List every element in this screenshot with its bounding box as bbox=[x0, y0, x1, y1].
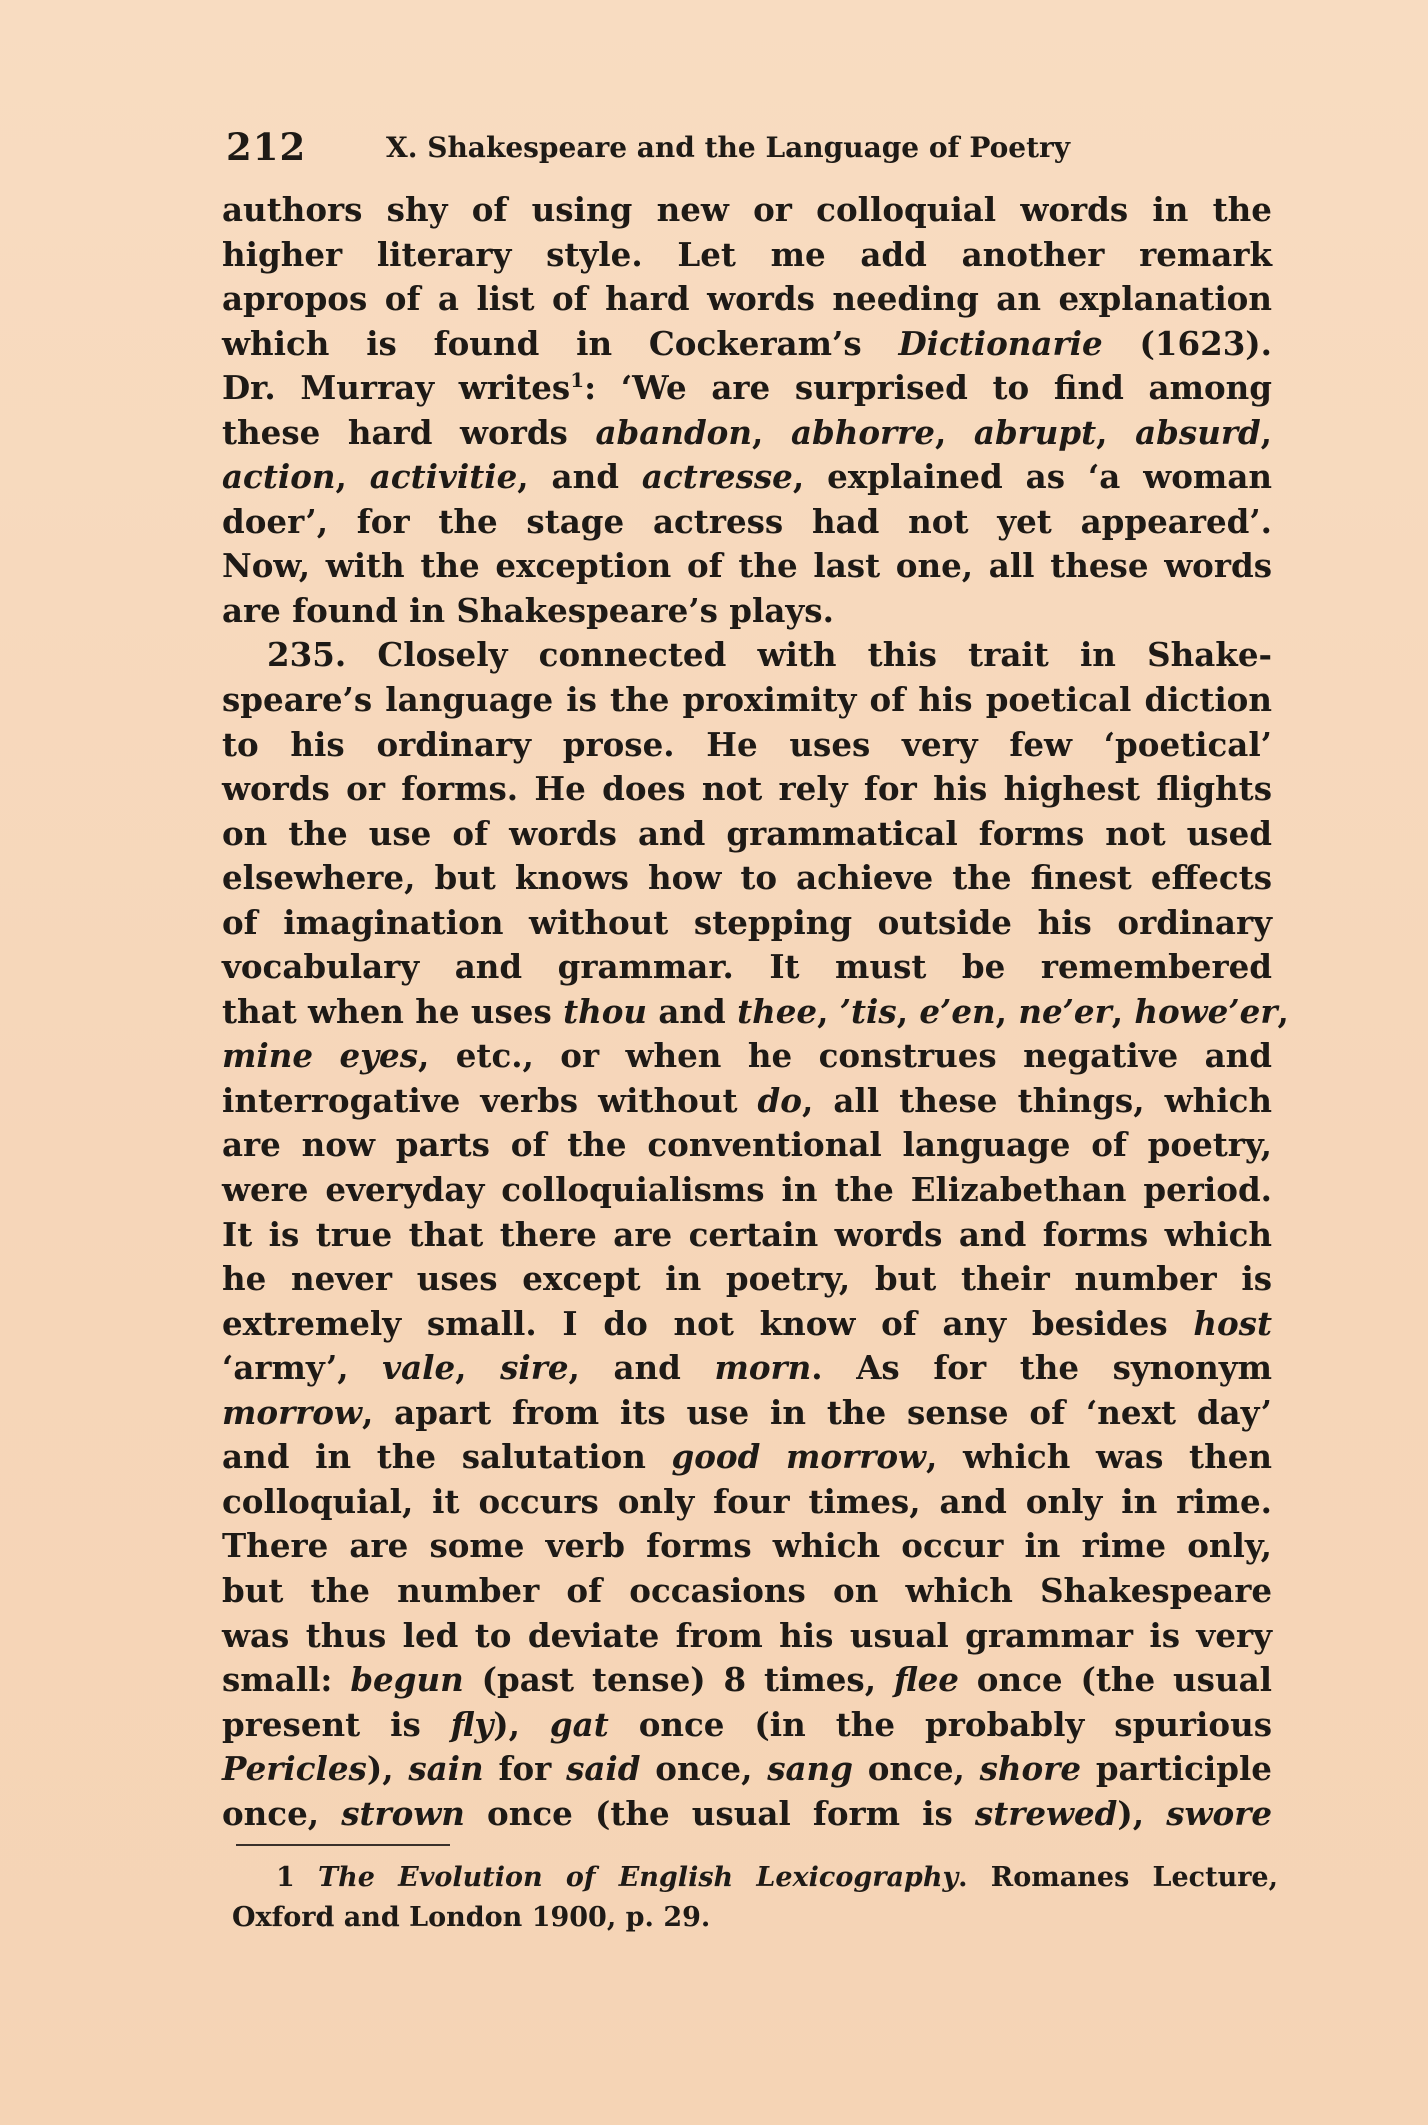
text-run: which is found in Cockeram’s bbox=[222, 323, 899, 363]
text-run: Dr. Murray writes bbox=[222, 368, 571, 408]
text-run: , all these things, which bbox=[801, 1080, 1272, 1120]
text-line: were everyday colloquialisms in the Elizabethan period. bbox=[222, 1170, 1272, 1210]
italic-run: activitie bbox=[369, 457, 518, 497]
text-run: , bbox=[934, 412, 974, 452]
italic-run: The Evolution of English Lexicography bbox=[318, 1862, 959, 1893]
text-line: Now, with the exception of the last one, all these words bbox=[222, 546, 1272, 586]
text-run: , bbox=[335, 457, 370, 497]
text-run: once (the usual form is bbox=[464, 1793, 975, 1833]
text-line bbox=[222, 1435, 1272, 1480]
italic-run: thee bbox=[737, 991, 818, 1031]
footnote-line bbox=[232, 1858, 1278, 1898]
italic-run: sang bbox=[767, 1749, 853, 1789]
text-run: once, bbox=[640, 1749, 768, 1789]
italic-run: abandon bbox=[595, 412, 752, 452]
text-run: once (in the probably spurious bbox=[608, 1704, 1272, 1744]
italic-run: shore bbox=[979, 1749, 1082, 1789]
text-line: on the use of words and grammatical forms not used bbox=[222, 813, 1272, 853]
italic-run: Dictionarie bbox=[898, 323, 1103, 363]
text-run: , bbox=[455, 1348, 501, 1388]
text-line: doer’, for the stage actress had not yet appeared’. bbox=[222, 501, 1272, 541]
text-line bbox=[222, 1034, 1272, 1079]
text-line: speare’s language is the proximity of his poetical diction bbox=[222, 680, 1272, 720]
text-run: interrogative verbs without bbox=[222, 1080, 758, 1120]
text-run: , and bbox=[568, 1348, 715, 1388]
text-run: , bbox=[896, 991, 920, 1031]
text-run: once, bbox=[852, 1749, 980, 1789]
text-run: , bbox=[817, 991, 840, 1031]
text-run: (past tense) 8 times, bbox=[463, 1660, 894, 1700]
italic-run: good morrow bbox=[671, 1437, 926, 1477]
italic-run: said bbox=[566, 1749, 641, 1789]
text-line: higher literary style. Let me add another remark bbox=[222, 234, 1272, 274]
italic-run: howe’er bbox=[1134, 991, 1278, 1031]
italic-run: ne’er bbox=[1018, 991, 1112, 1031]
text-line bbox=[222, 1792, 1272, 1837]
text-run: . Romanes Lecture, bbox=[958, 1862, 1279, 1893]
text-line bbox=[222, 1346, 1272, 1391]
text-run: that when he uses bbox=[222, 991, 564, 1031]
text-line bbox=[222, 411, 1272, 456]
text-run: , bbox=[1096, 412, 1136, 452]
text-line: he never uses except in poetry, but their number is bbox=[222, 1259, 1272, 1299]
italic-run: vale bbox=[382, 1348, 456, 1388]
text-line: authors shy of using new or colloquial words in the bbox=[222, 190, 1272, 229]
text-line bbox=[222, 1391, 1272, 1436]
text-run: extremely small. I do not know of any besides bbox=[222, 1303, 1194, 1343]
italic-run: abrupt bbox=[973, 412, 1097, 452]
text-run: , bbox=[995, 991, 1019, 1031]
text-run: , bbox=[1260, 412, 1272, 452]
text-run: , and bbox=[517, 457, 642, 497]
text-run: . As for the synonym bbox=[811, 1348, 1273, 1388]
text-line bbox=[222, 1658, 1272, 1703]
italic-run: morn bbox=[714, 1348, 812, 1388]
italic-run: ’tis bbox=[839, 991, 897, 1031]
text-line: It is true that there are certain words and forms which bbox=[222, 1214, 1272, 1254]
text-run: , bbox=[1111, 991, 1135, 1031]
text-run: once (the usual bbox=[958, 1660, 1273, 1700]
footnote-divider bbox=[236, 1844, 450, 1846]
text-run: , apart from its use in the sense of ‘next day’ bbox=[361, 1392, 1272, 1432]
text-line: There are some verb forms which occur in rime only, bbox=[222, 1526, 1272, 1566]
text-run: present is bbox=[222, 1704, 451, 1744]
italic-run: gat bbox=[549, 1704, 609, 1744]
text-run: these hard words bbox=[222, 412, 596, 452]
italic-run: action bbox=[222, 457, 336, 497]
text-run: participle bbox=[1081, 1749, 1272, 1789]
text-run: once, bbox=[222, 1793, 342, 1833]
text-run: , bbox=[752, 412, 791, 452]
text-run: small: bbox=[222, 1660, 351, 1700]
text-run: and in the salutation bbox=[222, 1437, 672, 1477]
footnotes bbox=[232, 1858, 1278, 1938]
text-run: ), bbox=[493, 1704, 550, 1744]
body-text bbox=[222, 188, 1289, 1836]
page-header bbox=[226, 122, 1276, 172]
text-run: , explained as ‘a woman bbox=[792, 457, 1273, 497]
italic-run: swore bbox=[1166, 1793, 1273, 1833]
text-line bbox=[222, 455, 1272, 500]
text-line: colloquial, it occurs only four times, and only in rime. bbox=[222, 1481, 1272, 1521]
text-line: but the number of occasions on which Shakespeare bbox=[222, 1570, 1272, 1610]
italic-run: actresse bbox=[641, 457, 793, 497]
text-line bbox=[222, 1703, 1272, 1748]
italic-run: Pericles bbox=[222, 1749, 367, 1789]
text-line: are found in Shakespeare’s plays. bbox=[222, 590, 834, 630]
text-run: and bbox=[647, 991, 738, 1031]
running-head: X. Shakespeare and the Language of Poetry bbox=[386, 131, 1071, 164]
text-line bbox=[222, 1302, 1272, 1347]
italic-run: sain bbox=[408, 1749, 484, 1789]
italic-run: fly bbox=[450, 1704, 494, 1744]
text-run: : ‘We are surprised to find among bbox=[584, 368, 1272, 408]
italic-run: sire bbox=[500, 1348, 569, 1388]
text-run: , etc., or when he construes negative and bbox=[418, 1036, 1272, 1076]
footnote-ref: 1 bbox=[570, 368, 585, 393]
italic-run: absurd bbox=[1135, 412, 1261, 452]
text-run: 1 bbox=[276, 1862, 319, 1893]
text-line: apropos of a list of hard words needing an explanation bbox=[222, 279, 1272, 319]
text-line: elsewhere, but knows how to achieve the finest effects bbox=[222, 858, 1272, 898]
text-line: was thus led to deviate from his usual grammar is very bbox=[222, 1615, 1272, 1655]
italic-run: abhorre bbox=[790, 412, 935, 452]
italic-run: begun bbox=[350, 1660, 464, 1700]
text-line: 235. Closely connected with this trait in Shake- bbox=[267, 635, 1272, 675]
text-line: are now parts of the conventional language of poetry, bbox=[222, 1125, 1272, 1165]
text-run: ), bbox=[1117, 1793, 1167, 1833]
text-run: , bbox=[1277, 991, 1289, 1031]
text-line bbox=[222, 990, 1289, 1035]
text-line: vocabulary and grammar. It must be remembered bbox=[222, 947, 1272, 987]
text-line: of imagination without stepping outside his ordinary bbox=[222, 902, 1272, 942]
text-run: , which was then bbox=[925, 1437, 1273, 1477]
italic-run: mine eyes bbox=[222, 1036, 419, 1076]
page-number: 212 bbox=[226, 125, 307, 169]
italic-run: do bbox=[757, 1080, 802, 1120]
text-run: for bbox=[483, 1749, 567, 1789]
italic-run: thou bbox=[563, 991, 648, 1031]
italic-run: strown bbox=[341, 1793, 465, 1833]
text-line: to his ordinary prose. He uses very few ‘poetical’ bbox=[222, 724, 1272, 764]
text-line bbox=[222, 322, 1272, 367]
italic-run: host bbox=[1193, 1303, 1272, 1343]
text-line: words or forms. He does not rely for his highest flights bbox=[222, 769, 1272, 809]
text-run: ), bbox=[366, 1749, 409, 1789]
text-line bbox=[222, 1747, 1272, 1792]
text-line bbox=[222, 366, 1272, 411]
italic-run: flee bbox=[893, 1660, 959, 1700]
footnote-line: Oxford and London 1900, p. 29. bbox=[232, 1902, 711, 1933]
italic-run: e’en bbox=[919, 991, 996, 1031]
italic-run: morrow bbox=[222, 1392, 362, 1432]
text-run: (1623). bbox=[1102, 323, 1272, 363]
text-line bbox=[222, 1079, 1272, 1124]
italic-run: strewed bbox=[974, 1793, 1118, 1833]
text-run: ‘army’, bbox=[222, 1348, 383, 1388]
